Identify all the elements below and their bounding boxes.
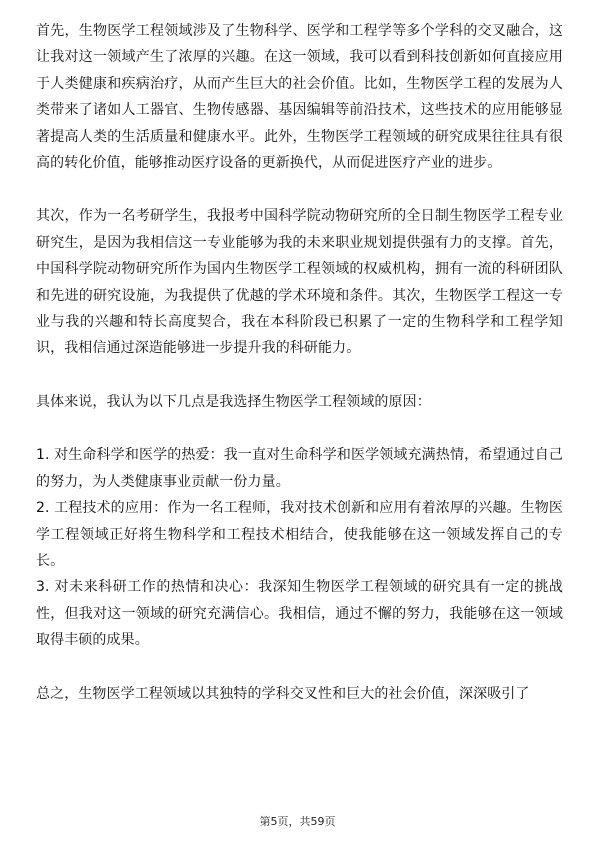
- paragraph-spacer: [36, 415, 563, 442]
- document-body: [36, 18, 563, 707]
- list-item-research: 3. 对未来科研工作的热情和决心：我深知生物医学工程领域的研究具有一定的挑战性，但我对这一领域的研究充满信心。我相信，通过不懈的努力，我能够在这一领域取得丰硕的成果。: [36, 579, 563, 649]
- paragraph-reasons-intro: 具体来说，我认为以下几点是我选择生物医学工程领域的原因：: [36, 393, 431, 410]
- paragraph-interest: 首先，生物医学工程领域涉及了生物科学、医学和工程学等多个学科的交叉融合，这让我对这一领域产生了浓厚的兴趣。在这一领域，我可以看到科技创新如何直接应用于人类健康和疾病治疗，从而产生巨大的社会价值。比如，生物医学工程的发展为人类带来了诸如人工器官、生物传感器、基因编辑等前沿技术，这些技术的应用能够显著提高人类的生活质量和健康水平。此外，生物医学工程领域的研究成果往往具有很高的转化价值，能够推动医疗设备的更新换代，从而促进医疗产业的进步。: [36, 23, 563, 172]
- paragraph-motivation: 其次，作为一名考研学生，我报考中国科学院动物研究所的全日制生物医学工程专业研究生，是因为我相信这一专业能够为我的未来职业规划提供强有力的支撑。首先，中国科学院动物研究所作为国内生物医学工程领域的权威机构，拥有一流的科研团队和先进的研究设施，为我提供了优越的学术环境和条件。其次，生物医学工程这一专业与我的兴趣和特长高度契合，我在本科阶段已积累了一定的生物科学和工程学知识，我相信通过深造能够进一步提升我的科研能力。: [36, 208, 563, 357]
- paragraph-spacer: [36, 654, 563, 681]
- page-number: 第5页，共59页: [259, 815, 336, 828]
- paragraph-spacer: [36, 176, 563, 203]
- paragraph-conclusion: 总之，生物医学工程领域以其独特的学科交叉性和巨大的社会价值，深深吸引了: [36, 685, 530, 702]
- list-item-engineering: 2. 工程技术的应用：作为一名工程师，我对技术创新和应用有着浓厚的兴趣。生物医学工程领域正好将生物科学和工程技术相结合，使我能够在这一领域发挥自己的专长。: [36, 500, 563, 569]
- paragraph-spacer: [36, 362, 563, 389]
- list-item-passion: 1. 对生命科学和医学的热爱：我一直对生命科学和医学领域充满热情，希望通过自己的努力，为人类健康事业贡献一份力量。: [36, 447, 563, 490]
